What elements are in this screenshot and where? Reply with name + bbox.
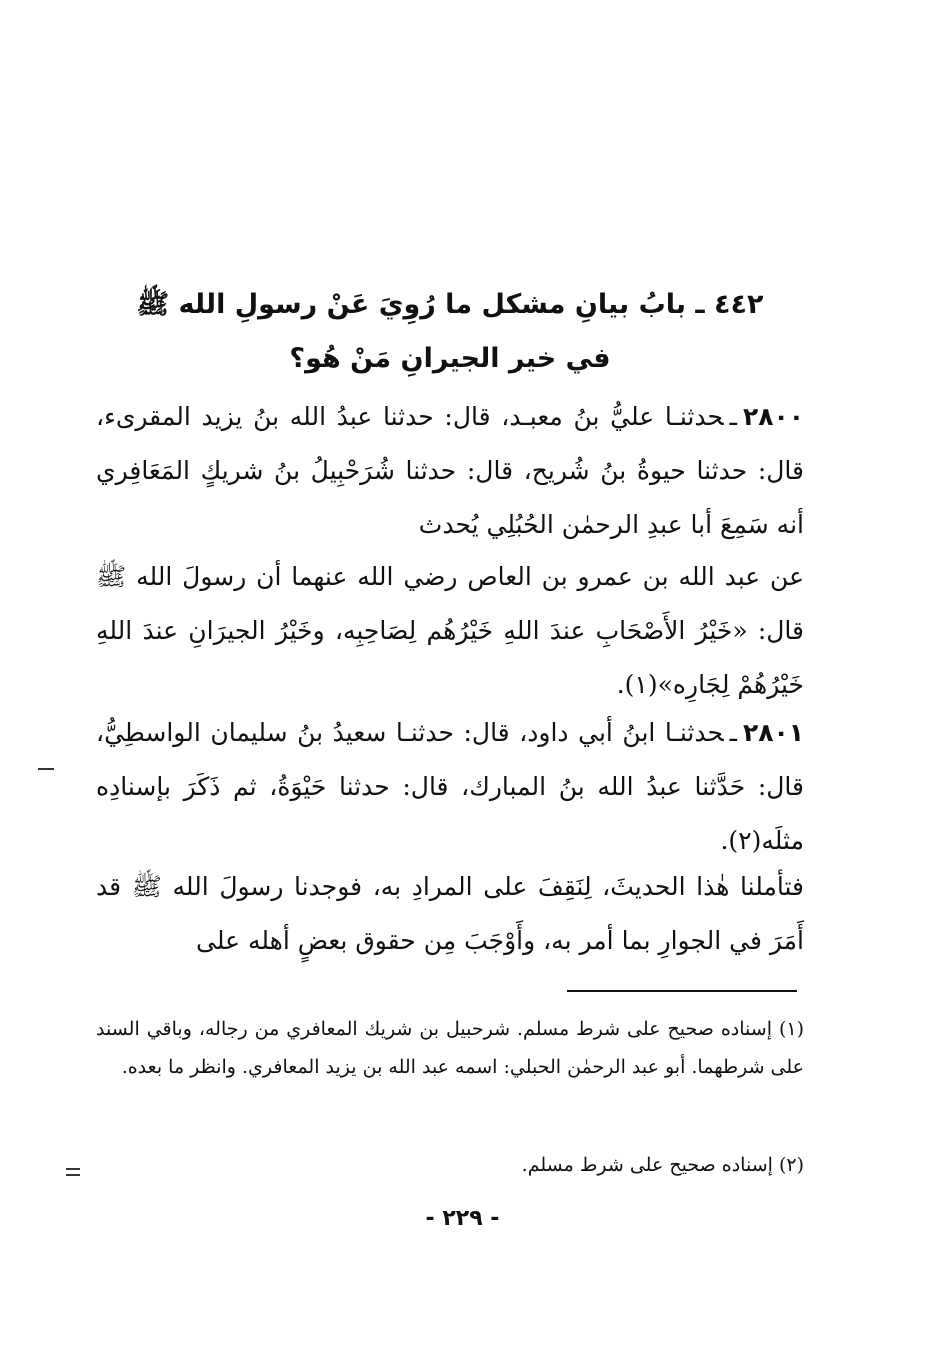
- hadith-matn: عن عبد الله بن عمرو بن العاص رضي الله عنهما أن رسولَ الله ﷺ قال: «خَيْرُ الأَصْحَابِ عندَ اللهِ خَيْرُهُم لِصَاحِبِه، وخَيْرُ الجيرَانِ عندَ اللهِ خَيْرُهُمْ لِجَارِه»(١).: [96, 562, 804, 699]
- footnote-divider: [567, 990, 797, 992]
- chapter-title: [96, 278, 804, 386]
- hadith-number: ٢٨٠١: [742, 718, 804, 747]
- hadith-separator: ـ: [729, 718, 737, 747]
- chapter-title-line-2: في خير الجيرانِ مَنْ هُو؟: [289, 343, 611, 374]
- footnote-1: (١) إسناده صحيح على شرط مسلم. شرحبيل بن شريك المعافري من رجاله، وباقي السند على شرطهما. أبو عبد الرحمٰن الحبلي: اسمه عبد الله بن يزيد المعافري. وانظر ما بعده.: [96, 1018, 804, 1078]
- margin-dash-mark: [38, 768, 54, 770]
- hadith-isnad: حدثنـا عليُّ بنُ معبـد، قال: حدثنا عبدُ الله بنُ يزيد المقرىء، قال: حدثنا حيوةُ بنُ شُريح، قال: حدثنا شُرَحْبِيلُ بنُ شريكٍ المَعَافِري أنه سَمِعَ أبا عبدِ الرحمٰن الحُبُلِي يُحدث: [96, 402, 804, 539]
- chapter-title-line-1: ٤٤٢ ـ بابُ بيانِ مشكل ما رُوِيَ عَنْ رسولِ الله ﷺ: [136, 289, 764, 320]
- hadith-separator: ـ: [729, 402, 737, 431]
- hadith-number: ٢٨٠٠: [742, 402, 804, 431]
- page-number: - ٢٢٩ -: [425, 1206, 500, 1231]
- margin-equal-mark: [66, 1168, 80, 1178]
- hadith-2801: [96, 706, 804, 868]
- hadith-2800: [96, 390, 804, 552]
- commentary-paragraph: فتأملنا هٰذا الحديثَ، لِنَقِفَ على المرادِ به، فوجدنا رسولَ الله ﷺ قد أَمَرَ في الجوارِ بما أمر به، وأَوْجَبَ مِن حقوق بعضٍ أهله على: [96, 872, 804, 955]
- footnote-2: (٢) إسناده صحيح على شرط مسلم.: [521, 1154, 804, 1176]
- hadith-isnad: حدثنـا ابنُ أبي داود، قال: حدثنـا سعيدُ بنُ سليمان الواسطِيُّ، قال: حَدَّثنا عبدُ الله بنُ المبارك، قال: حدثنا حَيْوَةُ، ثم ذَكَرَ بإسنادِه مثلَه(٢).: [96, 718, 804, 855]
